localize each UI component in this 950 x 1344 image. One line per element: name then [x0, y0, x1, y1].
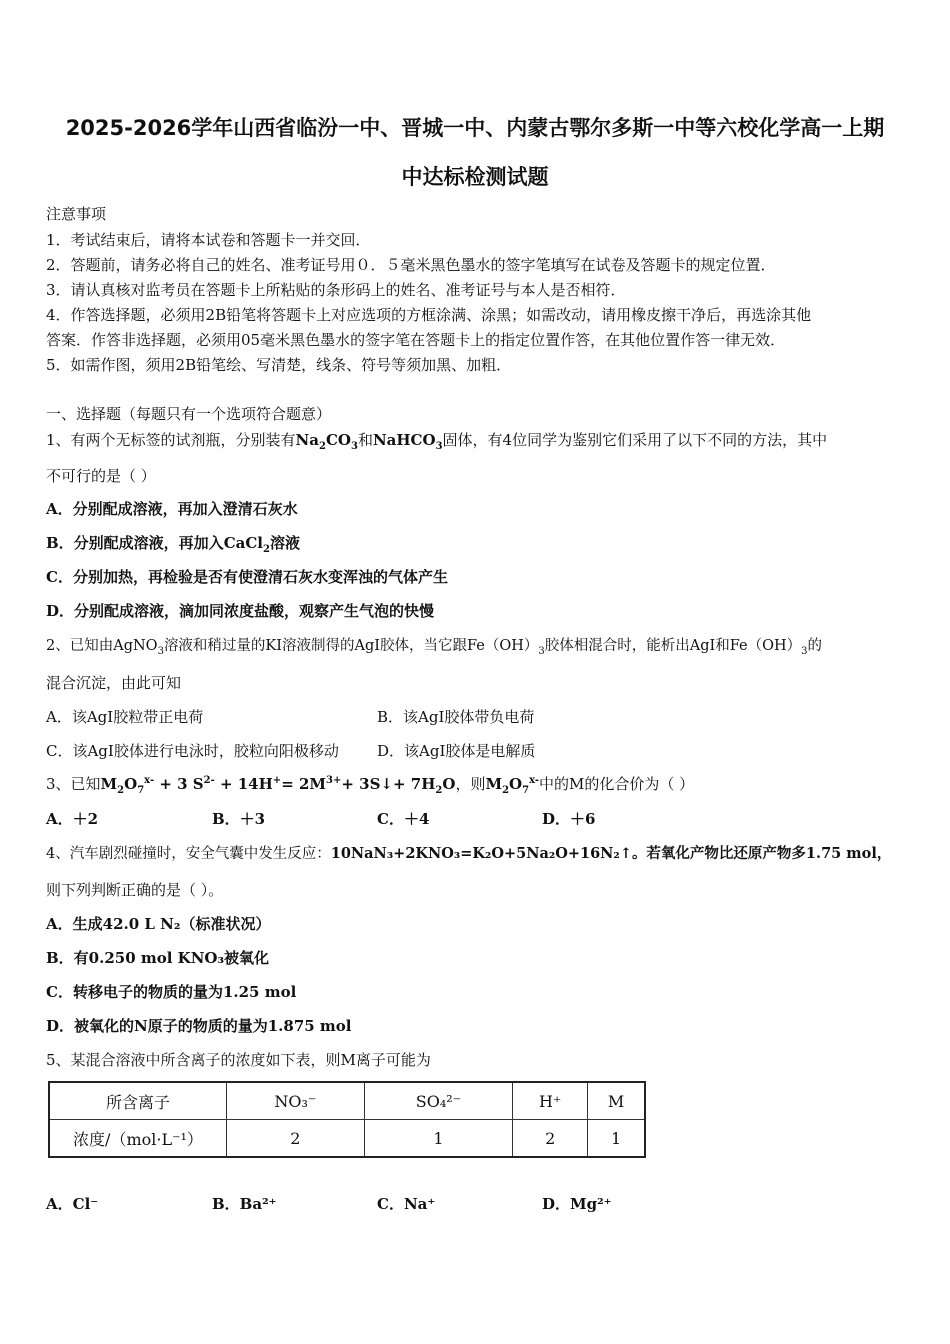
question-4-option-c[interactable]: C．转移电子的物质的量为1.25 mol — [46, 983, 297, 1001]
question-3-option-d[interactable]: D．＋6 — [542, 810, 596, 828]
table-cell: 2 — [227, 1120, 365, 1158]
page-title-line2: 中达标检测试题 — [401, 165, 549, 189]
question-5-option-c[interactable]: C．Na⁺ — [377, 1195, 436, 1213]
question-3-option-a[interactable]: A．＋2 — [46, 810, 99, 828]
question-4-option-d[interactable]: D．被氧化的N原子的物质的量为1.875 mol — [46, 1017, 352, 1035]
ion-concentration-table — [48, 1081, 646, 1158]
table-cell: 浓度/（mol·L⁻¹） — [49, 1120, 227, 1158]
question-4-stem-line2: 则下列判断正确的是（ ）。 — [46, 881, 224, 899]
table-row — [49, 1082, 645, 1120]
table-cell: SO₄²⁻ — [364, 1082, 513, 1120]
question-4-stem: 4、汽车剧烈碰撞时，安全气囊中发生反应：10NaN₃+2KNO₃=K₂O+5Na₂O+16N₂↑。若氧化产物比还原产物多1.75 mol， — [46, 845, 892, 862]
notice-item: 1．考试结束后，请将本试卷和答题卡一并交回． — [46, 231, 371, 249]
table-row — [49, 1120, 645, 1158]
question-4-option-b[interactable]: B．有0.250 mol KNO₃被氧化 — [46, 949, 270, 967]
notice-item: 答案．作答非选择题，必须用05毫米黑色墨水的签字笔在答题卡上的指定位置作答，在其他位置作答一律无效． — [46, 331, 786, 349]
table-cell: 所含离子 — [49, 1082, 227, 1120]
table-cell: H⁺ — [513, 1082, 588, 1120]
table-cell: 1 — [364, 1120, 513, 1158]
question-1-option-a[interactable]: A．分别配成溶液，再加入澄清石灰水 — [46, 500, 298, 518]
section-heading: 一、选择题（每题只有一个选项符合题意） — [46, 405, 332, 423]
notice-heading: 注意事项 — [46, 205, 107, 223]
question-5-option-a[interactable]: A．Cl⁻ — [46, 1195, 99, 1213]
question-5-option-d[interactable]: D．Mg²⁺ — [542, 1195, 612, 1213]
notice-item: 2．答题前，请务必将自己的姓名、准考证号用０．５毫米黑色墨水的签字笔填写在试卷及答题卡的规定位置． — [46, 256, 776, 274]
question-3-option-c[interactable]: C．＋4 — [377, 810, 430, 828]
question-1-option-d[interactable]: D．分别配成溶液，滴加同浓度盐酸，观察产生气泡的快慢 — [46, 602, 435, 620]
table-cell: M — [588, 1082, 645, 1120]
question-1-stem: 1、有两个无标签的试剂瓶，分别装有$Na_2CO_3$和NaHCO$_3$固体，有4位同学为鉴别它们采用了以下不同的方法，其中 — [46, 431, 828, 452]
table-cell: NO₃⁻ — [227, 1082, 365, 1120]
question-1-option-b[interactable]: B．分别配成溶液，再加入CaCl$_2$溶液 — [46, 534, 300, 555]
question-3-option-b[interactable]: B．＋3 — [212, 810, 266, 828]
question-2-stem-line2: 混合沉淀，由此可知 — [46, 674, 182, 692]
question-2-option-a[interactable]: A．该AgI胶粒带正电荷 — [46, 708, 204, 726]
question-5-stem: 5、某混合溶液中所含离子的浓度如下表，则M离子可能为 — [46, 1051, 431, 1069]
question-2-stem: 2、已知由AgNO$_3$溶液和稍过量的KI溶液制得的AgI胶体，当它跟$Fe(OH)_3$胶体相混合时，能析出AgI和$Fe(OH)_3$的 — [46, 638, 822, 657]
question-3-stem: 3、已知$M_2O_7^{x-} + 3$ $S^{2-} + 14H^+= 2M^{3+}+$ 3S↓+ $7H_2O$，则$M_2O_7^{x-}$中的M的化合价为（ ） — [46, 775, 695, 796]
question-2-option-c[interactable]: C．该AgI胶体进行电泳时，胶粒向阳极移动 — [46, 742, 339, 760]
page-title: 2025-2026学年山西省临汾一中、晋城一中、内蒙古鄂尔多斯一中等六校化学高一上期 — [65, 116, 885, 140]
question-4-option-a[interactable]: A．生成42.0 L N₂（标准状况） — [46, 915, 271, 933]
table-cell: 1 — [588, 1120, 645, 1158]
table-cell: 2 — [513, 1120, 588, 1158]
question-2-option-d[interactable]: D．该AgI胶体是电解质 — [377, 742, 536, 760]
notice-item: 5．如需作图，须用2B铅笔绘、写清楚，线条、符号等须加黑、加粗． — [46, 356, 512, 374]
notice-item: 4．作答选择题，必须用2B铅笔将答题卡上对应选项的方框涂满、涂黑；如需改动，请用橡皮擦干净后，再选涂其他 — [46, 306, 812, 324]
question-1-stem-line2: 不可行的是（ ） — [46, 467, 156, 485]
question-1-option-c[interactable]: C．分别加热，再检验是否有使澄清石灰水变浑浊的气体产生 — [46, 568, 448, 586]
question-2-option-b[interactable]: B．该AgI胶体带负电荷 — [377, 708, 535, 726]
notice-item: 3．请认真核对监考员在答题卡上所粘贴的条形码上的姓名、准考证号与本人是否相符． — [46, 281, 626, 299]
question-5-option-b[interactable]: B．Ba²⁺ — [212, 1195, 277, 1213]
